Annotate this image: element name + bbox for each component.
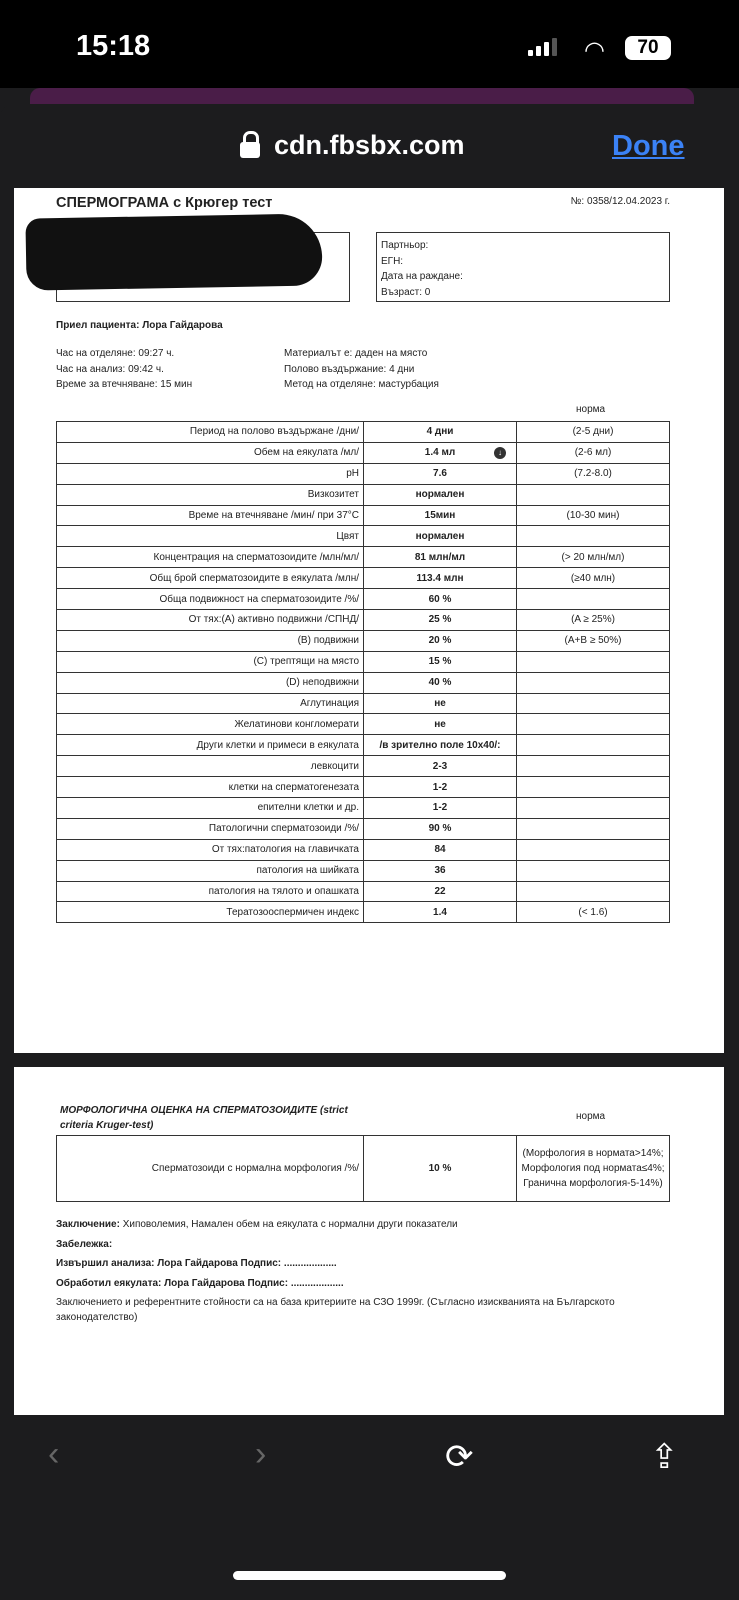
info-right: Материалът е: даден на място Полово въздържание: 4 дни Метод на отделяне: мастурбация — [284, 348, 439, 390]
parameter-cell: Цвят — [57, 526, 364, 547]
table-row — [57, 484, 670, 505]
table-row — [57, 422, 670, 443]
table-row — [57, 505, 670, 526]
table-row — [57, 798, 670, 819]
value-cell: 1.4 — [364, 902, 517, 923]
morphology-table — [56, 1135, 670, 1202]
norm-cell — [517, 818, 670, 839]
conclusion-block: Заключение: Хиповолемия, Намален обем на еякулата с нормални други показатели Забележка: Извършил анализа: Лора Гайдарова Подпис: ................... Обработил еякулата: Лора Гайдарова Подпис: ................... Заключението и референтните стойности са на база критериите на СЗО 1999г. (Съгласно изискванията на Българското законодателство) — [56, 1219, 615, 1323]
parameter-cell: Общ брой сперматозоидите в еякулата /млн/ — [57, 568, 364, 589]
norm-cell: (10-30 мин) — [517, 505, 670, 526]
info-left: Час на отделяне: 09:27 ч. Час на анализ: 09:42 ч. Време за втечняване: 15 мин — [56, 348, 193, 390]
redaction-mark — [25, 213, 322, 290]
value-cell: 1.4 мл ↓ — [364, 442, 517, 463]
value-cell: 1-2 — [364, 798, 517, 819]
received-by: Приел пациента: Лора Гайдарова — [56, 320, 223, 331]
table-row — [57, 568, 670, 589]
table-row — [57, 756, 670, 777]
table-row — [57, 610, 670, 631]
norm-cell: (7.2-8.0) — [517, 463, 670, 484]
norm-cell — [517, 798, 670, 819]
parameter-cell: Обем на еякулата /мл/ — [57, 442, 364, 463]
parameter-cell: патология на шийката — [57, 860, 364, 881]
norm-cell — [517, 756, 670, 777]
value-cell: 7.6 — [364, 463, 517, 484]
norm-cell: (A+B ≥ 50%) — [517, 630, 670, 651]
wifi-icon: ◠ — [584, 37, 605, 64]
value-cell: 60 % — [364, 589, 517, 610]
table-row — [57, 526, 670, 547]
parameter-cell: (C) трептящи на място — [57, 651, 364, 672]
value-cell: нормален — [364, 484, 517, 505]
clock: 15:18 — [76, 30, 151, 62]
value-cell: 84 — [364, 839, 517, 860]
morphology-title: МОРФОЛОГИЧНА ОЦЕНКА НА СПЕРМАТОЗОИДИТЕ (strict criteria Kruger-test) — [60, 1105, 348, 1131]
value-cell: 2-3 — [364, 756, 517, 777]
parameter-cell: Желатинови конгломерати — [57, 714, 364, 735]
report-title: СПЕРМОГРАМА с Крюгер тест — [56, 195, 276, 211]
table-row — [57, 693, 670, 714]
parameter-cell: Обща подвижност на сперматозоидите /%/ — [57, 589, 364, 610]
value-cell: нормален — [364, 526, 517, 547]
norm-cell — [517, 526, 670, 547]
parameter-cell: Концентрация на сперматозоидите /млн/мл/ — [57, 547, 364, 568]
norm-cell: (A ≥ 25%) — [517, 610, 670, 631]
back-icon[interactable]: ‹ — [48, 1435, 60, 1473]
value-cell: 1-2 — [364, 777, 517, 798]
norm-header-2: норма — [576, 1111, 606, 1122]
report-number: №: 0358/12.04.2023 г. — [570, 196, 670, 207]
parameter-cell: Период на полово въздържане /дни/ — [57, 422, 364, 443]
table-row — [57, 672, 670, 693]
norm-cell — [517, 735, 670, 756]
value-cell: 36 — [364, 860, 517, 881]
norm-cell — [517, 589, 670, 610]
parameter-cell: (D) неподвижни — [57, 672, 364, 693]
norm-cell — [517, 714, 670, 735]
home-indicator — [233, 1571, 506, 1580]
parameter-cell: От тях:патология на главичката — [57, 839, 364, 860]
value-cell: 20 % — [364, 630, 517, 651]
norm-cell — [517, 881, 670, 902]
results-table — [56, 421, 670, 923]
arrow-down-icon: ↓ — [494, 447, 506, 459]
url-display[interactable]: cdn.fbsbx.com — [240, 130, 465, 161]
parameter-cell: Тератозооспермичен индекс — [57, 902, 364, 923]
parameter-cell: патология на тялото и опашката — [57, 881, 364, 902]
lock-icon — [240, 142, 260, 158]
parameter-cell: Други клетки и примеси в еякулата — [57, 735, 364, 756]
table-row — [57, 547, 670, 568]
value-cell: 90 % — [364, 818, 517, 839]
table-row — [57, 442, 670, 463]
status-bar — [0, 0, 739, 88]
table-row — [57, 777, 670, 798]
norm-cell: (2-6 мл) — [517, 442, 670, 463]
table-row — [57, 463, 670, 484]
parameter-cell: Аглутинация — [57, 693, 364, 714]
table-row — [57, 714, 670, 735]
value-cell: не — [364, 714, 517, 735]
reload-icon[interactable]: ⟳ — [445, 1438, 474, 1476]
norm-cell — [517, 777, 670, 798]
norm-cell — [517, 839, 670, 860]
norm-cell — [517, 672, 670, 693]
norm-cell — [517, 860, 670, 881]
norm-cell: (2-5 дни) — [517, 422, 670, 443]
parameter-cell: Патологични сперматозоиди /%/ — [57, 818, 364, 839]
value-cell: не — [364, 693, 517, 714]
value-cell: 40 % — [364, 672, 517, 693]
parameter-cell: клетки на сперматогенезата — [57, 777, 364, 798]
norm-cell — [517, 484, 670, 505]
signal-icon — [528, 38, 557, 56]
document-page-1 — [14, 188, 724, 1053]
parameter-cell: (B) подвижни — [57, 630, 364, 651]
parameter-cell: левкоцити — [57, 756, 364, 777]
parameter-cell: епителни клетки и др. — [57, 798, 364, 819]
norm-cell: (< 1.6) — [517, 902, 670, 923]
table-row — [57, 651, 670, 672]
forward-icon[interactable]: › — [255, 1435, 267, 1473]
table-row — [57, 860, 670, 881]
table-row — [57, 902, 670, 923]
parameter-cell: От тях:(A) активно подвижни /СПНД/ — [57, 610, 364, 631]
value-cell: 22 — [364, 881, 517, 902]
table-row — [57, 589, 670, 610]
table-row — [57, 881, 670, 902]
value-cell: 15 % — [364, 651, 517, 672]
done-button[interactable]: Done — [612, 130, 685, 162]
parameter-cell: Време на втечняване /мин/ при 37°C — [57, 505, 364, 526]
table-row — [57, 735, 670, 756]
parameter-cell: Визкозитет — [57, 484, 364, 505]
value-cell: /в зрително поле 10x40/: — [364, 735, 517, 756]
value-cell: 81 млн/мл — [364, 547, 517, 568]
norm-cell — [517, 651, 670, 672]
value-cell: 4 дни — [364, 422, 517, 443]
share-icon[interactable]: ⇪ — [650, 1438, 679, 1476]
norm-cell — [517, 693, 670, 714]
table-row — [57, 630, 670, 651]
table-row — [57, 818, 670, 839]
value-cell: 15мин — [364, 505, 517, 526]
document-page-2 — [14, 1067, 724, 1415]
value-cell: 25 % — [364, 610, 517, 631]
value-cell: 113.4 млн — [364, 568, 517, 589]
norm-cell: (> 20 млн/мл) — [517, 547, 670, 568]
norm-cell: (≥40 млн) — [517, 568, 670, 589]
battery-icon: 70 — [625, 36, 671, 60]
parameter-cell: pH — [57, 463, 364, 484]
table-row — [57, 839, 670, 860]
table-row: Сперматозоиди с нормална морфология /%/ 10 % (Морфология в нормата>14%; Морфология под нормата≤4%; Гранична морфология-5-14%) — [57, 1136, 670, 1202]
partner-box: Партньор: ЕГН: Дата на раждане: Възраст: 0 — [376, 232, 670, 302]
norm-header: норма — [576, 404, 606, 415]
